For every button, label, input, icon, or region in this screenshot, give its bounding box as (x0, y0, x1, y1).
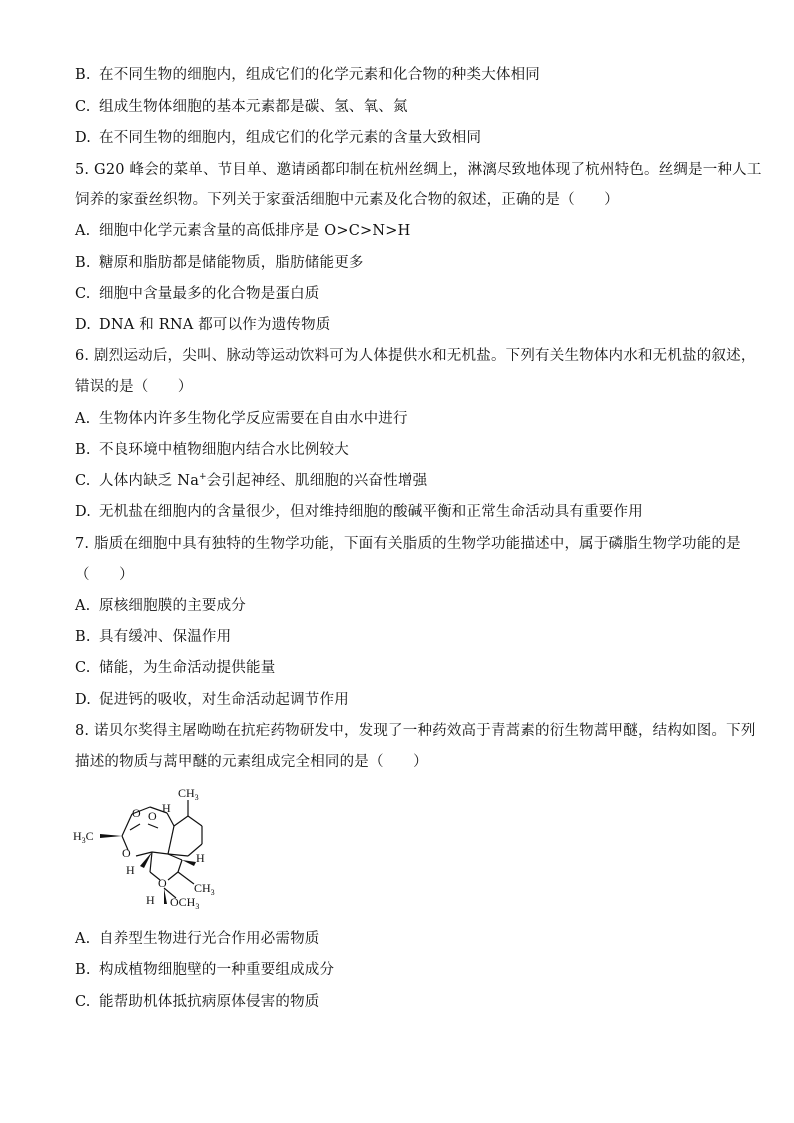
q7-option-d: D. 促进钙的吸收，对生命活动起调节作用 (75, 692, 349, 708)
q5-stem-line1: 5. G20 峰会的菜单、节目单、邀请函都印制在杭州丝绸上，淋漓尽致地体现了杭州特色。丝绸是一种人工 (75, 162, 762, 178)
q8-stem-line1: 8. 诺贝尔奖得主屠呦呦在抗疟药物研发中，发现了一种药效高于青蒿素的衍生物蒿甲醚，结构如图。下列 (75, 723, 756, 739)
q6-option-d: D. 无机盐在细胞内的含量很少，但对维持细胞的酸碱平衡和正常生命活动具有重要作用 (75, 504, 643, 520)
peroxide-o-left: O (132, 806, 141, 820)
methyl-left-label: $H_3C$ (73, 829, 94, 845)
q6-option-c: C. 人体内缺乏 Na+会引起神经、肌细胞的兴奋性增强 (75, 472, 428, 489)
q5-option-b: B. 糖原和脂肪都是储能物质，脂肪储能更多 (75, 255, 364, 271)
q4-option-c: C. 组成生物体细胞的基本元素都是碳、氢、氧、氮 (75, 99, 408, 115)
q5-stem-line2: 饲养的家蚕丝织物。下列关于家蚕活细胞中元素及化合物的叙述，正确的是（ ） (75, 192, 619, 208)
ring-o-bottom: O (158, 876, 167, 890)
h-right-label: H (196, 851, 205, 865)
q5-option-a: A. 细胞中化学元素含量的高低排序是 O>C>N>H (75, 223, 411, 239)
methyl-top-label: $CH_3$ (178, 786, 199, 802)
artemether-structure-diagram (70, 780, 230, 920)
sodium-charge: + (199, 472, 207, 483)
methoxy-label: $OCH_3$ (170, 895, 200, 911)
q7-option-c: C. 储能，为生命活动提供能量 (75, 660, 276, 676)
methyl-right-label: $CH_3$ (194, 881, 215, 897)
q4-option-d: D. 在不同生物的细胞内，组成它们的化学元素的含量大致相同 (75, 130, 482, 146)
q8-option-a: A. 自养型生物进行光合作用必需物质 (75, 931, 320, 947)
q8-option-b: B. 构成植物细胞壁的一种重要组成成分 (75, 962, 335, 978)
q7-stem-line1: 7. 脂质在细胞中具有独特的生物学功能，下面有关脂质的生物学功能描述中，属于磷脂生物学功能的是 (75, 536, 741, 552)
q6-option-b: B. 不良环境中植物细胞内结合水比例较大 (75, 442, 349, 458)
q5-option-d: D. DNA 和 RNA 都可以作为遗传物质 (75, 317, 331, 333)
q6-stem-line1: 6. 剧烈运动后，尖叫、脉动等运动饮料可为人体提供水和无机盐。下列有关生物体内水和无机盐的叙述， (75, 348, 756, 364)
ring-o-left: O (122, 846, 131, 860)
q5-option-c: C. 细胞中含量最多的化合物是蛋白质 (75, 286, 320, 302)
q7-stem-line2: （ ） (75, 567, 134, 583)
q8-stem-line2: 描述的物质与蒿甲醚的元素组成完全相同的是（ ） (75, 754, 428, 770)
q6-stem-line2: 错误的是（ ） (75, 379, 193, 395)
q6-option-a: A. 生物体内许多生物化学反应需要在自由水中进行 (75, 411, 408, 427)
h-top-label: H (162, 801, 171, 815)
q8-option-c: C. 能帮助机体抵抗病原体侵害的物质 (75, 994, 320, 1010)
h-bottom-label: H (146, 893, 155, 907)
q7-option-a: A. 原核细胞膜的主要成分 (75, 598, 246, 614)
h-left-bottom-label: H (126, 863, 135, 877)
q4-option-b: B. 在不同生物的细胞内，组成它们的化学元素和化合物的种类大体相同 (75, 67, 540, 83)
q7-option-b: B. 具有缓冲、保温作用 (75, 629, 232, 645)
peroxide-o-right: O (148, 809, 157, 823)
